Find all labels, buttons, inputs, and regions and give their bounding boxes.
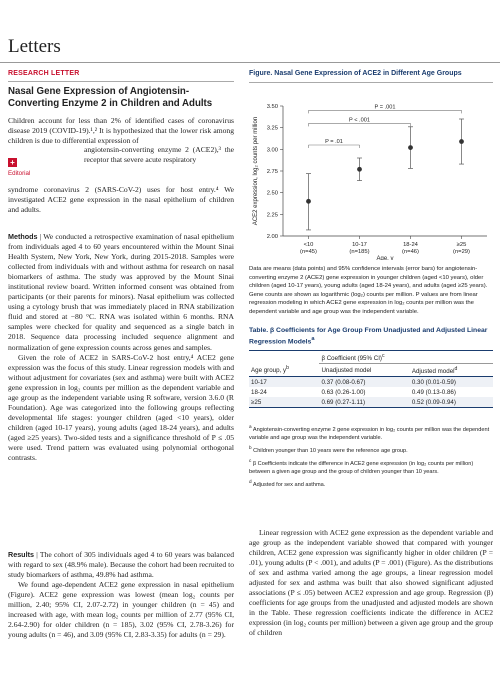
table-cell-adjusted: 0.30 (0.01-0.59): [410, 377, 493, 388]
x-tick-count-label: (n=29): [453, 249, 470, 255]
table-footnote-c: $^c$ β Coefficients indicate the difference in ACE2 gene expression (in log₂ counts per million) between a given age group and the group of children younger than 10 years.: [249, 457, 474, 475]
x-tick-label: 18-24: [403, 242, 418, 248]
y-tick-label: 3.00: [266, 147, 278, 154]
table-cell-unadjusted: 0.69 (0.27-1.11): [319, 397, 409, 408]
comparison-p-value-label: P < .001: [349, 117, 370, 124]
table-col-adjusted: Adjusted model$^d$: [411, 365, 458, 375]
table-row: [249, 377, 493, 388]
table-footnote-d: $^d$ Adjusted for sex and asthma.: [249, 478, 326, 488]
table-title-footnote-mark: a: [311, 336, 315, 342]
table-cell-unadjusted: 0.63 (0.26-1.00): [321, 388, 366, 396]
x-tick-label: <10: [303, 242, 314, 248]
y-tick-label: 2.50: [266, 190, 278, 197]
x-tick-label: 10-17: [352, 242, 367, 248]
header-divider: [0, 62, 500, 63]
results-continued-text: Linear regression with ACE2 gene expression as the dependent variable and age group as the independent variable showed that compared with younger children, ACE2 gene expression was significantly higher in older children (P = .01), young adults (P < .001), and adults (P = .001) (Figure). As the distributions of sex and asthma varied among the age groups, a linear regression model adjusted for sex and asthma was built that also showed significant adjusted associations (P ≤ .05) between ACE2 expression and age group. Regression (β) coefficients for age groups from the unadjusted and adjusted models are shown in the Table. These regression coefficients indicate the difference in ACE2 expression (in log₂ counts per million) between a given age group and the group of children: [249, 528, 493, 638]
y-tick-label: 2.75: [266, 169, 278, 175]
results-text: | The cohort of 305 individuals aged 4 to 60 years was balanced with regard to sex (48.9% male). Because the cohort had been recruited to study biomarkers of asthma, 49.8% had asthma.: [8, 550, 234, 580]
figure-caption: Data are means (data points) and 95% confidence intervals (error bars) for angiotensin-converting enzyme 2 (ACE2) gene expression in younger children (aged <10 years), older children (aged 10-17 years), young adults (aged 18-24 years), and adults (aged ≥25 years). Gene counts are shown as logarithmic (log₂) counts per million. P values are from linear regression modeling in which ACE2 gene expression in log₂ counts per million was the dependent variable and age group was the independent variable.: [249, 266, 488, 315]
table-title-text: Table. β Coefficients for Age Group From Unadjusted and Adjusted Linear Regression Models: [249, 327, 488, 346]
x-axis-label: Age, y: [376, 256, 394, 260]
data-point: [459, 139, 464, 144]
x-tick-count-label: (n=185): [349, 249, 370, 255]
y-axis-label: ACE2 expression, log₂ counts per million: [253, 116, 259, 226]
x-tick-count-label: (n=46): [402, 249, 419, 255]
table-title: [249, 326, 493, 346]
table-footnote-a: $^a$ Angiotensin-converting enzyme 2 gene expression in log₂ counts per million was the dependent variable and age group was the independent variable.: [249, 424, 490, 441]
intro-text-3: syndrome coronavirus 2 (SARS-CoV-2) uses for host entry.⁴ We investigated ACE2 gene expression in the nasal epithelium of children and adults.: [8, 185, 234, 215]
comparison-p-value-label: P = .01: [325, 139, 343, 145]
intro-text-1: Children account for less than 2% of identified cases of coronavirus disease 2019 (COVID-19).¹,² It is hypothesized that the lower risk among children is due to differential expression of: [8, 116, 234, 146]
results-heading: Results: [8, 550, 34, 559]
table-cell-age: 10-17: [249, 377, 319, 388]
article-type-label: RESEARCH LETTER: [8, 70, 80, 77]
y-tick-label: 2.00: [266, 234, 278, 240]
chart-axes: [267, 104, 487, 255]
table-footnotes: [249, 423, 493, 490]
article-type-divider: [8, 81, 234, 82]
y-tick-label: 3.25: [266, 125, 278, 132]
editorial-plus-icon[interactable]: +: [8, 158, 17, 167]
table-empty-cell: [249, 351, 319, 364]
x-tick-label: ≥25: [456, 242, 467, 248]
journal-section-name: Letters: [8, 36, 61, 57]
data-point: [306, 199, 311, 204]
methods-heading: Methods: [8, 232, 38, 241]
chart-marks: [306, 104, 464, 230]
table-col-unadjusted: Unadjusted model: [321, 366, 372, 374]
editorial-link[interactable]: Editorial: [8, 170, 31, 177]
table-cell-unadjusted: 0.37 (0.08-0.67): [319, 377, 409, 388]
comparison-p-value-label: P = .001: [374, 104, 396, 111]
article-title: Nasal Gene Expression of Angiotensin-Converting Enzyme 2 in Children and Adults: [8, 86, 213, 109]
results-section: [8, 550, 234, 640]
beta-coefficient-table: [249, 350, 493, 408]
ace2-expression-chart: [249, 88, 493, 260]
table-cell-adjusted: 0.49 (0.13-0.86): [411, 388, 456, 396]
table-col-age: Age group, $y^b$: [251, 365, 289, 375]
table-footnote-b: $^b$ Children younger than 10 years were the reference age group.: [249, 444, 408, 454]
table-cell-age: 18-24: [251, 388, 267, 396]
table-row: [249, 387, 493, 397]
x-tick-count-label: (n=45): [300, 249, 317, 255]
table-cell-adjusted: 0.52 (0.09-0.94): [410, 397, 493, 408]
results-continued: [249, 528, 493, 639]
figure-divider: [249, 82, 493, 83]
data-point: [408, 145, 413, 150]
table-row: [249, 397, 493, 408]
figure-title: Figure. Nasal Gene Expression of ACE2 in Different Age Groups: [249, 70, 462, 77]
data-point: [357, 167, 362, 172]
y-tick-label: 2.25: [266, 212, 278, 219]
methods-section: [8, 232, 234, 463]
methods-text-2: Given the role of ACE2 in SARS-CoV-2 host entry,⁴ ACE2 gene expression was the focus of this study. Linear regression models with and without adjustment for covariates (sex and asthma) were built with ACE2 gene expression in log₂ counts per million as the dependent variable and age group as the independent variable using R software, version 3.6.0 (R Foundation). Age was categorized into the following groups reflecting developmental life stages: younger children (aged <10 years), older children (aged 10-17 years), young adults (aged 18-24 years), and adults (aged ≥25 years). Two-sided tests and a significance threshold of P ≤ .05 were used. Trend pattern was evaluated using polynomial orthogonal contrasts.: [8, 352, 234, 463]
intro-paragraph-2: [8, 145, 234, 165]
intro-paragraph-3: [8, 185, 234, 215]
table-cell-age: ≥25: [249, 397, 319, 408]
methods-text: | We conducted a retrospective examination of nasal epithelium from individuals aged 4 to 60 years encountered within the Mount Sinai Health System, New York, New York, during 2015-2018. Samples were collected from individuals with and without asthma for research on nasal biomarkers of asthma. The study was approved by the Mount Sinai institutional review board. Written informed consent was obtained from participants (or their parents for minors). Nasal epithelium was collected using a cytology brush that was immediately placed in RNA stabilization fluid and stored at −80 °C. RNA was isolated within 6 months. RNA samples were checked for quality and sequenced as a single batch in 2018. Sequence data processing included sequence alignment and normalization of gene expression counts across genes and samples.: [8, 232, 234, 352]
intro-text-2: angiotensin-converting enzyme 2 (ACE2),³ the receptor that severe acute respiratory: [84, 145, 234, 165]
y-tick-label: 3.50: [266, 104, 278, 110]
table-group-header: β Coefficient (95% CI)$^c$: [319, 351, 493, 364]
results-text-2: We found age-dependent ACE2 gene expression in nasal epithelium (Figure). ACE2 gene expression was lowest (mean log₂ counts per million, 2.40; 95% CI, 2.07-2.72) in younger children (n = 45) and increased with age, with mean log₂ counts per million of 2.77 (95% CI, 2.64-2.90) for older children (n = 185), 3.02 (95% CI, 2.78-3.26) for young adults (n = 46), and 3.09 (95% CI, 2.83-3.35) for adults (n = 29).: [8, 580, 234, 640]
intro-paragraph-1: [8, 116, 234, 146]
